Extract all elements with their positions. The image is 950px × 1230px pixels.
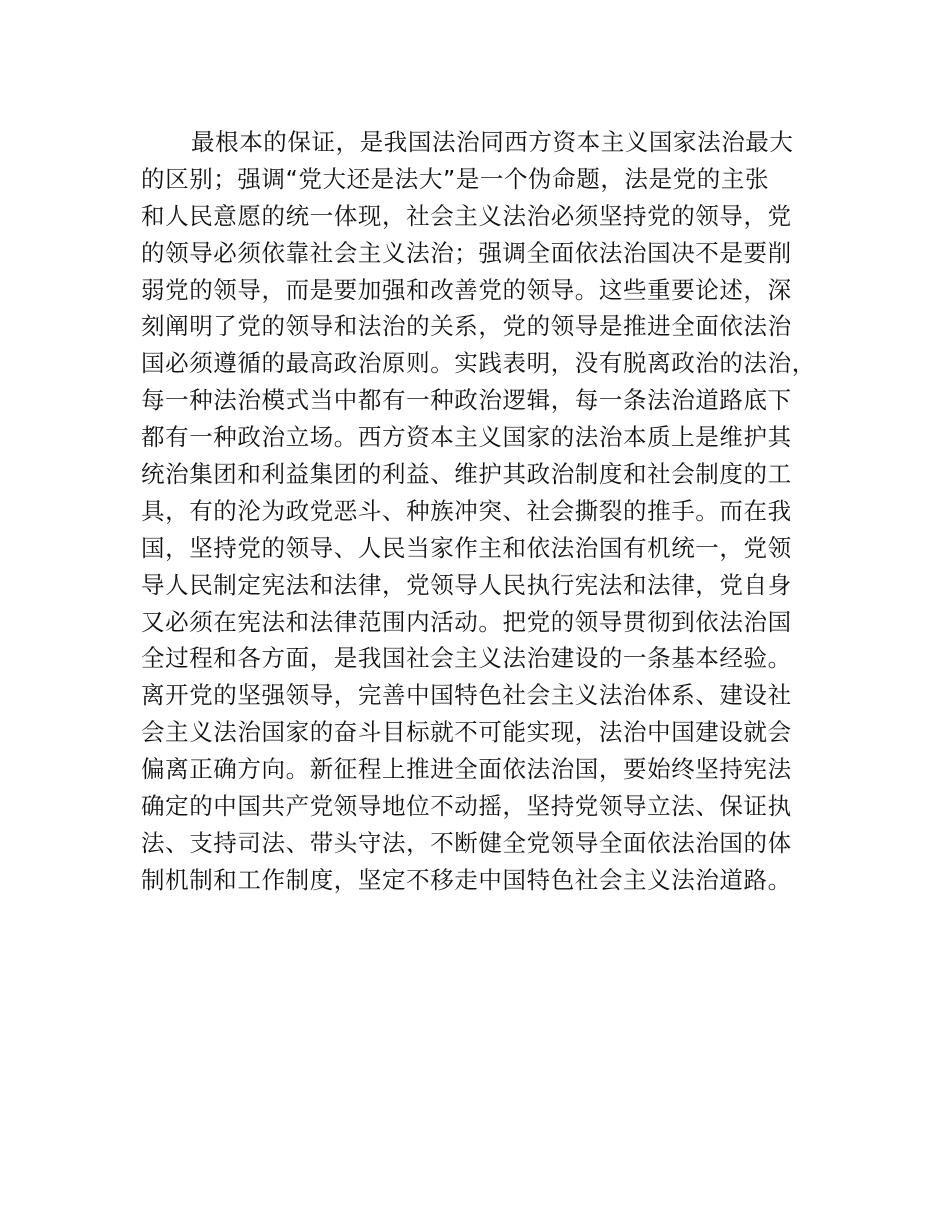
paragraph-line: 最根本的保证，是我国法治同西方资本主义国家法治最大 — [191, 128, 794, 156]
paragraph-line: 具，有的沦为政党恶斗、种族冲突、社会撕裂的推手。而在我 — [141, 496, 792, 525]
paragraph-line: 每一种法治模式当中都有一种政治逻辑，每一条法治道路底下 — [141, 386, 792, 415]
paragraph-line: 刻阐明了党的领导和法治的关系，党的领导是推进全面依法治 — [141, 312, 792, 341]
paragraph-line: 离开党的坚强领导，完善中国特色社会主义法治体系、建设社 — [141, 681, 792, 710]
paragraph-line: 又必须在宪法和法律范围内活动。把党的领导贯彻到依法治国 — [141, 607, 792, 636]
paragraph-line: 和人民意愿的统一体现，社会主义法治必须坚持党的领导，党 — [141, 201, 792, 230]
paragraph-line: 导人民制定宪法和法律，党领导人民执行宪法和法律，党自身 — [141, 570, 792, 599]
paragraph-line: 国，坚持党的领导、人民当家作主和依法治国有机统一，党领 — [141, 533, 792, 562]
paragraph-line: 确定的中国共产党领导地位不动摇，坚持党领导立法、保证执 — [141, 792, 792, 821]
paragraph-line: 弱党的领导，而是要加强和改善党的领导。这些重要论述，深 — [141, 275, 792, 304]
paragraph-line: 统治集团和利益集团的利益、维护其政治制度和社会制度的工 — [141, 460, 792, 489]
paragraph-line: 的领导必须依靠社会主义法治；强调全面依法治国决不是要削 — [141, 238, 792, 267]
paragraph-line: 会主义法治国家的奋斗目标就不可能实现，法治中国建设就会 — [141, 718, 792, 747]
paragraph-line: 的区别；强调“党大还是法大”是一个伪命题，法是党的主张 — [141, 164, 770, 193]
paragraph-line: 都有一种政治立场。西方资本主义国家的法治本质上是维护其 — [141, 423, 792, 452]
paragraph-line: 全过程和各方面，是我国社会主义法治建设的一条基本经验。 — [141, 644, 792, 673]
paragraph-line: 制机制和工作制度，坚定不移走中国特色社会主义法治道路。 — [141, 865, 792, 894]
paragraph-line: 法、支持司法、带头守法，不断健全党领导全面依法治国的体 — [141, 828, 792, 857]
body-paragraph — [141, 124, 841, 899]
paragraph-line: 偏离正确方向。新征程上推进全面依法治国，要始终坚持宪法 — [141, 755, 792, 784]
paragraph-line: 国必须遵循的最高政治原则。实践表明，没有脱离政治的法治， — [141, 349, 816, 378]
